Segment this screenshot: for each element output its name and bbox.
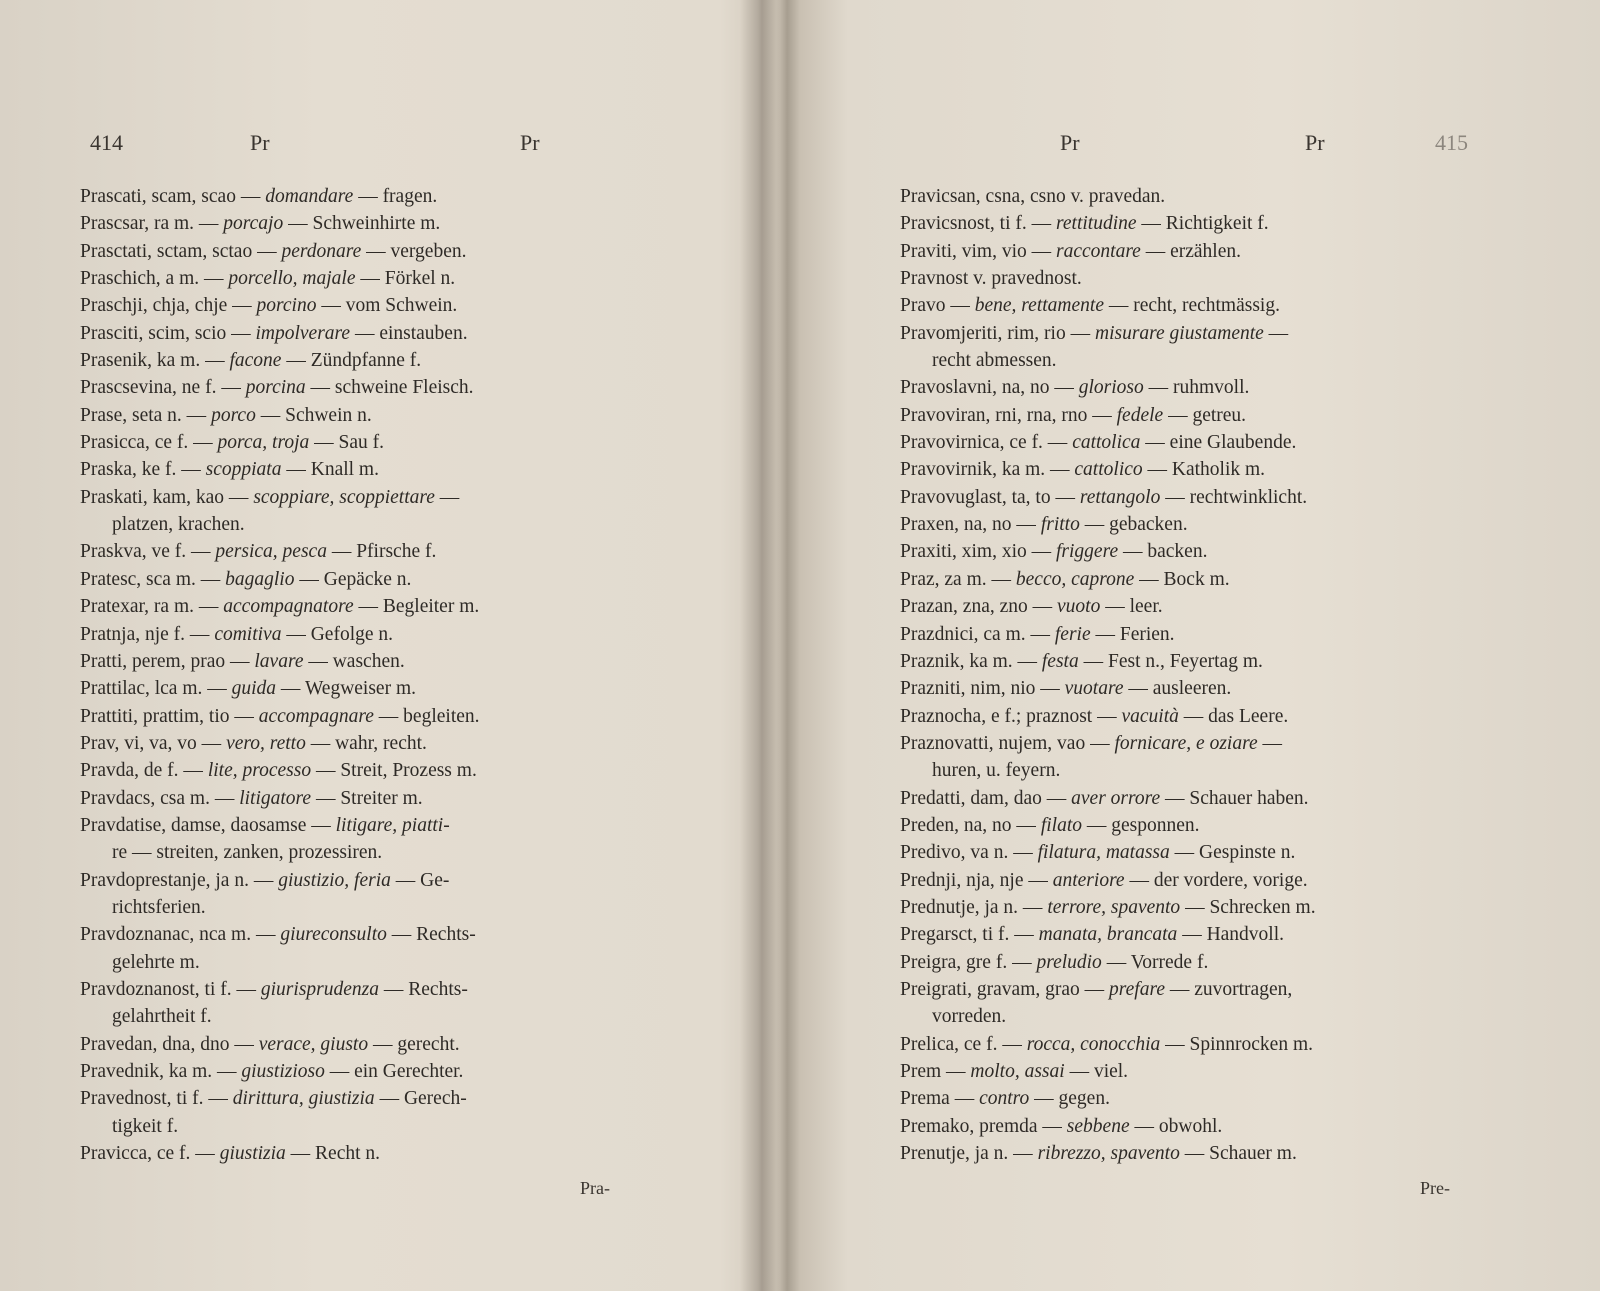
headword-text: Pravednik, ka m. — <box>80 1061 242 1082</box>
running-head: Pr <box>250 130 270 155</box>
dictionary-entry <box>80 867 680 922</box>
italian-gloss: filato <box>1040 814 1082 836</box>
italian-gloss: giustizia <box>219 1143 286 1165</box>
italian-gloss: lavare <box>254 650 304 672</box>
italian-gloss: terrore, spavento <box>1047 896 1181 918</box>
italian-gloss: ferie <box>1054 623 1091 645</box>
german-gloss: — Bock m. <box>1134 568 1230 590</box>
headword-text: Praskati, kam, kao — <box>80 486 254 508</box>
german-gloss: — Spinnrocken m. <box>1160 1033 1313 1055</box>
german-gloss: — viel. <box>1064 1061 1129 1082</box>
headword-text: Pravednost, ti f. — <box>80 1088 233 1110</box>
headword-text: Pravoviran, rni, rna, rno — <box>900 404 1117 426</box>
italian-gloss: ribrezzo, spavento <box>1037 1143 1180 1165</box>
dictionary-entry <box>900 1140 1490 1167</box>
headword-text: Predatti, dam, dao — <box>900 787 1072 809</box>
italian-gloss: contro <box>979 1088 1030 1110</box>
headword-text: Pratnja, nje f. — <box>80 623 215 645</box>
italian-gloss: scoppiata <box>205 459 282 481</box>
italian-gloss: porcajo <box>223 213 284 235</box>
headword-text: Premako, premda — <box>900 1115 1067 1137</box>
dictionary-entry <box>900 976 1490 1031</box>
italian-gloss: misurare giustamente <box>1094 322 1264 344</box>
dictionary-entry <box>900 210 1490 237</box>
german-gloss: — obwohl. <box>1129 1115 1223 1137</box>
headword-text: Pregarsct, ti f. — <box>900 924 1039 946</box>
headword-text: Prav, vi, va, vo — <box>80 732 227 754</box>
headword-text: Praznovatti, nujem, vao — <box>900 732 1115 754</box>
headword-text: Prase, seta n. — <box>80 404 212 426</box>
headword-text: Prasctati, sctam, sctao — <box>80 240 282 262</box>
italian-gloss: glorioso <box>1078 377 1144 399</box>
italian-gloss: bene, rettamente <box>974 295 1104 317</box>
dictionary-entry <box>80 1085 680 1140</box>
italian-gloss: porcino <box>256 295 317 317</box>
dictionary-entry <box>900 402 1490 429</box>
dictionary-entry <box>900 1085 1490 1112</box>
italian-gloss: porco <box>211 404 256 426</box>
dictionary-entry <box>80 1140 680 1167</box>
german-gloss: — ausleeren. <box>1123 678 1232 700</box>
german-gloss: — Schrecken m. <box>1180 896 1316 918</box>
dictionary-entry <box>80 566 680 593</box>
dictionary-entry <box>900 1058 1490 1085</box>
italian-gloss: anteriore <box>1052 869 1125 891</box>
german-gloss: — ein Gerechter. <box>324 1061 464 1082</box>
headword-text: Prasciti, scim, scio — <box>80 322 256 344</box>
italian-gloss: porcello, majale <box>228 268 356 290</box>
german-gloss: — vom Schwein. <box>316 295 458 317</box>
italian-gloss: cattolica <box>1072 432 1141 454</box>
italian-gloss: perdonare <box>281 240 362 262</box>
italian-gloss: rettangolo <box>1079 486 1161 508</box>
dictionary-entry <box>80 703 680 730</box>
dictionary-entry <box>80 238 680 265</box>
dictionary-entry <box>900 456 1490 483</box>
dictionary-entry <box>900 429 1490 456</box>
dictionary-entry <box>900 621 1490 648</box>
italian-gloss: porcina <box>245 377 306 399</box>
dictionary-entry <box>80 265 680 292</box>
italian-gloss: litigare, piatti- <box>335 814 450 836</box>
italian-gloss: prefare <box>1109 978 1165 1000</box>
headword-text: Pravda, de f. — <box>80 760 208 782</box>
italian-gloss: fedele <box>1116 404 1164 426</box>
german-gloss: — gegen. <box>1029 1088 1110 1110</box>
dictionary-entry <box>80 374 680 401</box>
page-number: 415 <box>1435 130 1468 155</box>
dictionary-entry <box>80 812 680 867</box>
italian-gloss: guida <box>231 678 277 700</box>
headword-text: Prednutje, ja n. — <box>900 896 1048 918</box>
german-gloss: — Richtigkeit f. <box>1136 213 1269 235</box>
dictionary-entry <box>900 648 1490 675</box>
entry-continuation: recht abmessen. <box>932 350 1057 372</box>
dictionary-entry <box>80 1058 680 1085</box>
german-gloss: — Schweinhirte m. <box>283 213 441 235</box>
dictionary-entry <box>900 593 1490 620</box>
dictionary-entry <box>900 566 1490 593</box>
german-gloss: — <box>1257 732 1282 754</box>
italian-gloss: impolverare <box>255 322 351 344</box>
dictionary-entry <box>900 894 1490 921</box>
headword-text: Prema — <box>900 1088 980 1110</box>
german-gloss: — Streiter m. <box>311 787 423 809</box>
headword-text: Prazniti, nim, nio — <box>900 678 1065 700</box>
running-head: Pr <box>1305 130 1325 155</box>
entry-continuation: gelehrte m. <box>112 951 200 973</box>
german-gloss: — leer. <box>1100 596 1163 618</box>
dictionary-entry <box>900 921 1490 948</box>
german-gloss: — fragen. <box>353 186 438 207</box>
dictionary-entry <box>80 1031 680 1058</box>
dictionary-entry <box>80 757 680 784</box>
german-gloss: — Rechts- <box>386 924 476 946</box>
headword-text: Prenutje, ja n. — <box>900 1143 1038 1165</box>
headword-text: Pratesc, sca m. — <box>80 568 226 590</box>
dictionary-entry <box>80 675 680 702</box>
headword-text: Pravnost v. pravednost. <box>900 268 1082 290</box>
headword-text: Pravomjeriti, rim, rio — <box>900 322 1095 344</box>
running-head: Pr <box>1060 130 1080 155</box>
german-gloss: — eine Glaubende. <box>1140 432 1297 454</box>
dictionary-entry <box>900 374 1490 401</box>
german-gloss: — gesponnen. <box>1081 814 1200 836</box>
headword-text: Pravovuglast, ta, to — <box>900 486 1080 508</box>
headword-text: Pravedan, dna, dno — <box>80 1033 259 1055</box>
german-gloss: — Pfirsche f. <box>326 541 437 563</box>
italian-gloss: rocca, conocchia <box>1026 1033 1161 1055</box>
italian-gloss: scoppiare, scoppiettare <box>253 486 435 508</box>
headword-text: Preigra, gre f. — <box>900 951 1037 973</box>
german-gloss: — Ferien. <box>1090 623 1175 645</box>
german-gloss: — Zündpfanne f. <box>281 350 422 372</box>
german-gloss: — Schauer m. <box>1179 1143 1297 1165</box>
italian-gloss: vuoto <box>1057 596 1101 618</box>
italian-gloss: accompagnatore <box>223 596 354 618</box>
headword-text: Praznocha, e f.; praznost — <box>900 705 1122 727</box>
page-number: 414 <box>90 130 123 155</box>
german-gloss: — erzählen. <box>1140 240 1242 262</box>
headword-text: Predivo, va n. — <box>900 842 1038 864</box>
italian-gloss: friggere <box>1056 541 1119 563</box>
italian-gloss: lite, processo <box>207 760 312 782</box>
german-gloss: — Ge- <box>390 869 450 891</box>
italian-gloss: vacuità <box>1121 705 1179 727</box>
german-gloss: — Gepäcke n. <box>294 568 412 590</box>
german-gloss: — recht, rechtmässig. <box>1103 295 1280 317</box>
dictionary-entry <box>80 456 680 483</box>
headword-text: Pravovirnica, ce f. — <box>900 432 1073 454</box>
german-gloss: — Streit, Prozess m. <box>311 760 477 782</box>
dictionary-entry <box>80 921 680 976</box>
german-gloss: — Gefolge n. <box>281 623 394 645</box>
dictionary-entry <box>80 648 680 675</box>
german-gloss: — Sau f. <box>309 432 385 454</box>
dictionary-entry <box>80 621 680 648</box>
italian-gloss: comitiva <box>214 623 282 645</box>
entry-continuation: richtsferien. <box>112 896 206 918</box>
german-gloss: — Wegweiser m. <box>276 678 417 700</box>
dictionary-entry <box>900 785 1490 812</box>
german-gloss: — getreu. <box>1163 404 1247 426</box>
headword-text: Pravo — <box>900 295 975 317</box>
german-gloss: — schweine Fleisch. <box>305 377 474 399</box>
headword-text: Preigrati, gravam, grao — <box>900 978 1110 1000</box>
headword-text: Pratexar, ra m. — <box>80 596 224 618</box>
dictionary-entry <box>900 730 1490 785</box>
italian-gloss: manata, brancata <box>1038 924 1178 946</box>
dictionary-entry <box>900 839 1490 866</box>
headword-text: Pravdoprestanje, ja n. — <box>80 869 279 891</box>
dictionary-entry <box>80 730 680 757</box>
italian-gloss: preludio <box>1036 951 1102 973</box>
italian-gloss: cattolico <box>1074 459 1143 481</box>
dictionary-entry <box>900 703 1490 730</box>
running-head: Pr <box>520 130 540 155</box>
german-gloss: — zuvortragen, <box>1164 978 1293 1000</box>
german-gloss: — Begleiter m. <box>353 596 480 618</box>
dictionary-entry <box>80 402 680 429</box>
headword-text: Pravicsan, csna, csno v. pravedan. <box>900 186 1166 207</box>
german-gloss: — wahr, recht. <box>305 732 427 754</box>
dictionary-entry <box>80 785 680 812</box>
headword-text: Prazan, zna, zno — <box>900 596 1058 618</box>
dictionary-entry <box>900 1113 1490 1140</box>
italian-gloss: fornicare, e oziare <box>1114 732 1258 754</box>
dictionary-entry <box>80 484 680 539</box>
dictionary-entry <box>900 538 1490 565</box>
italian-gloss: fritto <box>1040 514 1080 536</box>
german-gloss: — ruhmvoll. <box>1143 377 1250 399</box>
german-gloss: — Gerech- <box>374 1088 467 1110</box>
entry-continuation: vorreden. <box>932 1006 1007 1028</box>
headword-text: Praz, za m. — <box>900 568 1016 590</box>
dictionary-entry <box>900 320 1490 375</box>
italian-gloss: giustizioso <box>241 1061 325 1082</box>
italian-gloss: festa <box>1041 650 1079 672</box>
catchword: Pre- <box>1420 1178 1450 1198</box>
headword-text: Prascsar, ra m. — <box>80 213 224 235</box>
italian-gloss: raccontare <box>1056 240 1141 262</box>
entry-continuation: platzen, krachen. <box>112 514 245 536</box>
german-gloss: — begleiten. <box>373 705 480 727</box>
dictionary-entry <box>80 429 680 456</box>
german-gloss: — Knall m. <box>281 459 379 481</box>
right-entry-list <box>900 183 1490 1167</box>
dictionary-entry <box>80 210 680 237</box>
italian-gloss: giureconsulto <box>280 924 387 946</box>
german-gloss: — der vordere, vorige. <box>1124 869 1308 891</box>
book-gutter <box>740 0 780 1291</box>
german-gloss: — gebacken. <box>1079 514 1188 536</box>
italian-gloss: giurisprudenza <box>260 978 379 1000</box>
headword-text: Pravicsnost, ti f. — <box>900 213 1056 235</box>
italian-gloss: filatura, matassa <box>1037 842 1170 864</box>
headword-text: Praschji, chja, chje — <box>80 295 257 317</box>
dictionary-entry <box>80 347 680 374</box>
headword-text: Praska, ke f. — <box>80 459 206 481</box>
german-gloss: — Handvoll. <box>1177 924 1285 946</box>
italian-gloss: accompagnare <box>258 705 374 727</box>
headword-text: Pravovirnik, ka m. — <box>900 459 1075 481</box>
headword-text: Pravdoznanost, ti f. — <box>80 978 261 1000</box>
headword-text: Pravdoznanac, nca m. — <box>80 924 281 946</box>
german-gloss: — backen. <box>1118 541 1208 563</box>
headword-text: Praschich, a m. — <box>80 268 229 290</box>
german-gloss: — waschen. <box>303 650 405 672</box>
german-gloss: — Recht n. <box>285 1143 381 1165</box>
dictionary-entry <box>900 511 1490 538</box>
entry-continuation: tigkeit f. <box>112 1115 179 1137</box>
dictionary-entry <box>900 812 1490 839</box>
headword-text: Prazdnici, ca m. — <box>900 623 1055 645</box>
headword-text: Praznik, ka m. — <box>900 650 1042 672</box>
headword-text: Prasicca, ce f. — <box>80 432 218 454</box>
german-gloss: — Katholik m. <box>1142 459 1266 481</box>
italian-gloss: rettitudine <box>1056 213 1137 235</box>
german-gloss: — Vorrede f. <box>1101 951 1209 973</box>
headword-text: Prelica, ce f. — <box>900 1033 1027 1055</box>
headword-text: Praxiti, xim, xio — <box>900 541 1056 563</box>
dictionary-entry <box>80 538 680 565</box>
italian-gloss: vuotare <box>1064 678 1124 700</box>
left-page <box>80 0 680 1291</box>
headword-text: Praskva, ve f. — <box>80 541 216 563</box>
dictionary-entry <box>900 949 1490 976</box>
dictionary-entry <box>80 976 680 1031</box>
german-gloss: — <box>1263 322 1289 344</box>
headword-text: Prem — <box>900 1061 971 1082</box>
german-gloss: — vergeben. <box>361 240 467 262</box>
headword-text: Prattiti, prattim, tio — <box>80 705 259 727</box>
german-gloss: — Gespinste n. <box>1169 842 1296 864</box>
italian-gloss: aver orrore <box>1071 787 1161 809</box>
italian-gloss: dirittura, giustizia <box>232 1088 375 1110</box>
left-page-header <box>80 130 680 166</box>
german-gloss: — rechtwinklicht. <box>1160 486 1308 508</box>
italian-gloss: litigatore <box>239 787 312 809</box>
italian-gloss: verace, giusto <box>258 1033 369 1055</box>
german-gloss: — gerecht. <box>368 1033 460 1055</box>
entry-continuation: huren, u. feyern. <box>932 760 1061 782</box>
left-entry-list <box>80 183 680 1167</box>
italian-gloss: domandare <box>265 186 354 207</box>
german-gloss: — Schauer haben. <box>1160 787 1309 809</box>
headword-text: Prednji, nja, nje — <box>900 869 1053 891</box>
german-gloss: — Förkel n. <box>355 268 456 290</box>
catchword: Pra- <box>580 1178 610 1198</box>
headword-text: Pravdacs, csa m. — <box>80 787 240 809</box>
italian-gloss: facone <box>229 350 282 372</box>
headword-text: Pratti, perem, prao — <box>80 650 255 672</box>
dictionary-entry <box>900 265 1490 292</box>
italian-gloss: bagaglio <box>225 568 295 590</box>
headword-text: Pravdatise, damse, daosamse — <box>80 814 336 836</box>
italian-gloss: molto, assai <box>970 1061 1065 1082</box>
german-gloss: — Schwein n. <box>255 404 372 426</box>
headword-text: Prascsevina, ne f. — <box>80 377 246 399</box>
german-gloss: — einstauben. <box>350 322 468 344</box>
dictionary-entry <box>80 320 680 347</box>
german-gloss: — Fest n., Feyertag m. <box>1078 650 1263 672</box>
german-gloss: — <box>434 486 460 508</box>
italian-gloss: vero, retto <box>226 732 306 754</box>
italian-gloss: porca, troja <box>217 432 310 454</box>
italian-gloss: persica, pesca <box>215 541 327 563</box>
entry-continuation: gelahrtheit f. <box>112 1006 212 1028</box>
italian-gloss: giustizio, feria <box>278 869 391 891</box>
dictionary-entry <box>900 484 1490 511</box>
headword-text: Praxen, na, no — <box>900 514 1041 536</box>
headword-text: Pravicca, ce f. — <box>80 1143 220 1165</box>
headword-text: Prascati, scam, scao — <box>80 186 266 207</box>
right-page <box>900 0 1490 1291</box>
dictionary-entry <box>900 238 1490 265</box>
dictionary-entry <box>900 867 1490 894</box>
dictionary-entry <box>900 183 1490 210</box>
headword-text: Prattilac, lca m. — <box>80 678 232 700</box>
dictionary-entry <box>900 292 1490 319</box>
entry-continuation: re — streiten, zanken, prozessiren. <box>112 842 383 864</box>
headword-text: Praviti, vim, vio — <box>900 240 1056 262</box>
dictionary-entry <box>900 675 1490 702</box>
german-gloss: — Rechts- <box>379 978 468 1000</box>
headword-text: Preden, na, no — <box>900 814 1041 836</box>
german-gloss: — das Leere. <box>1178 705 1289 727</box>
right-page-header <box>900 130 1490 166</box>
dictionary-entry <box>80 292 680 319</box>
dictionary-entry <box>80 183 680 210</box>
italian-gloss: sebbene <box>1066 1115 1130 1137</box>
headword-text: Pravoslavni, na, no — <box>900 377 1079 399</box>
headword-text: Prasenik, ka m. — <box>80 350 230 372</box>
dictionary-entry <box>80 593 680 620</box>
italian-gloss: becco, caprone <box>1015 568 1135 590</box>
dictionary-entry <box>900 1031 1490 1058</box>
